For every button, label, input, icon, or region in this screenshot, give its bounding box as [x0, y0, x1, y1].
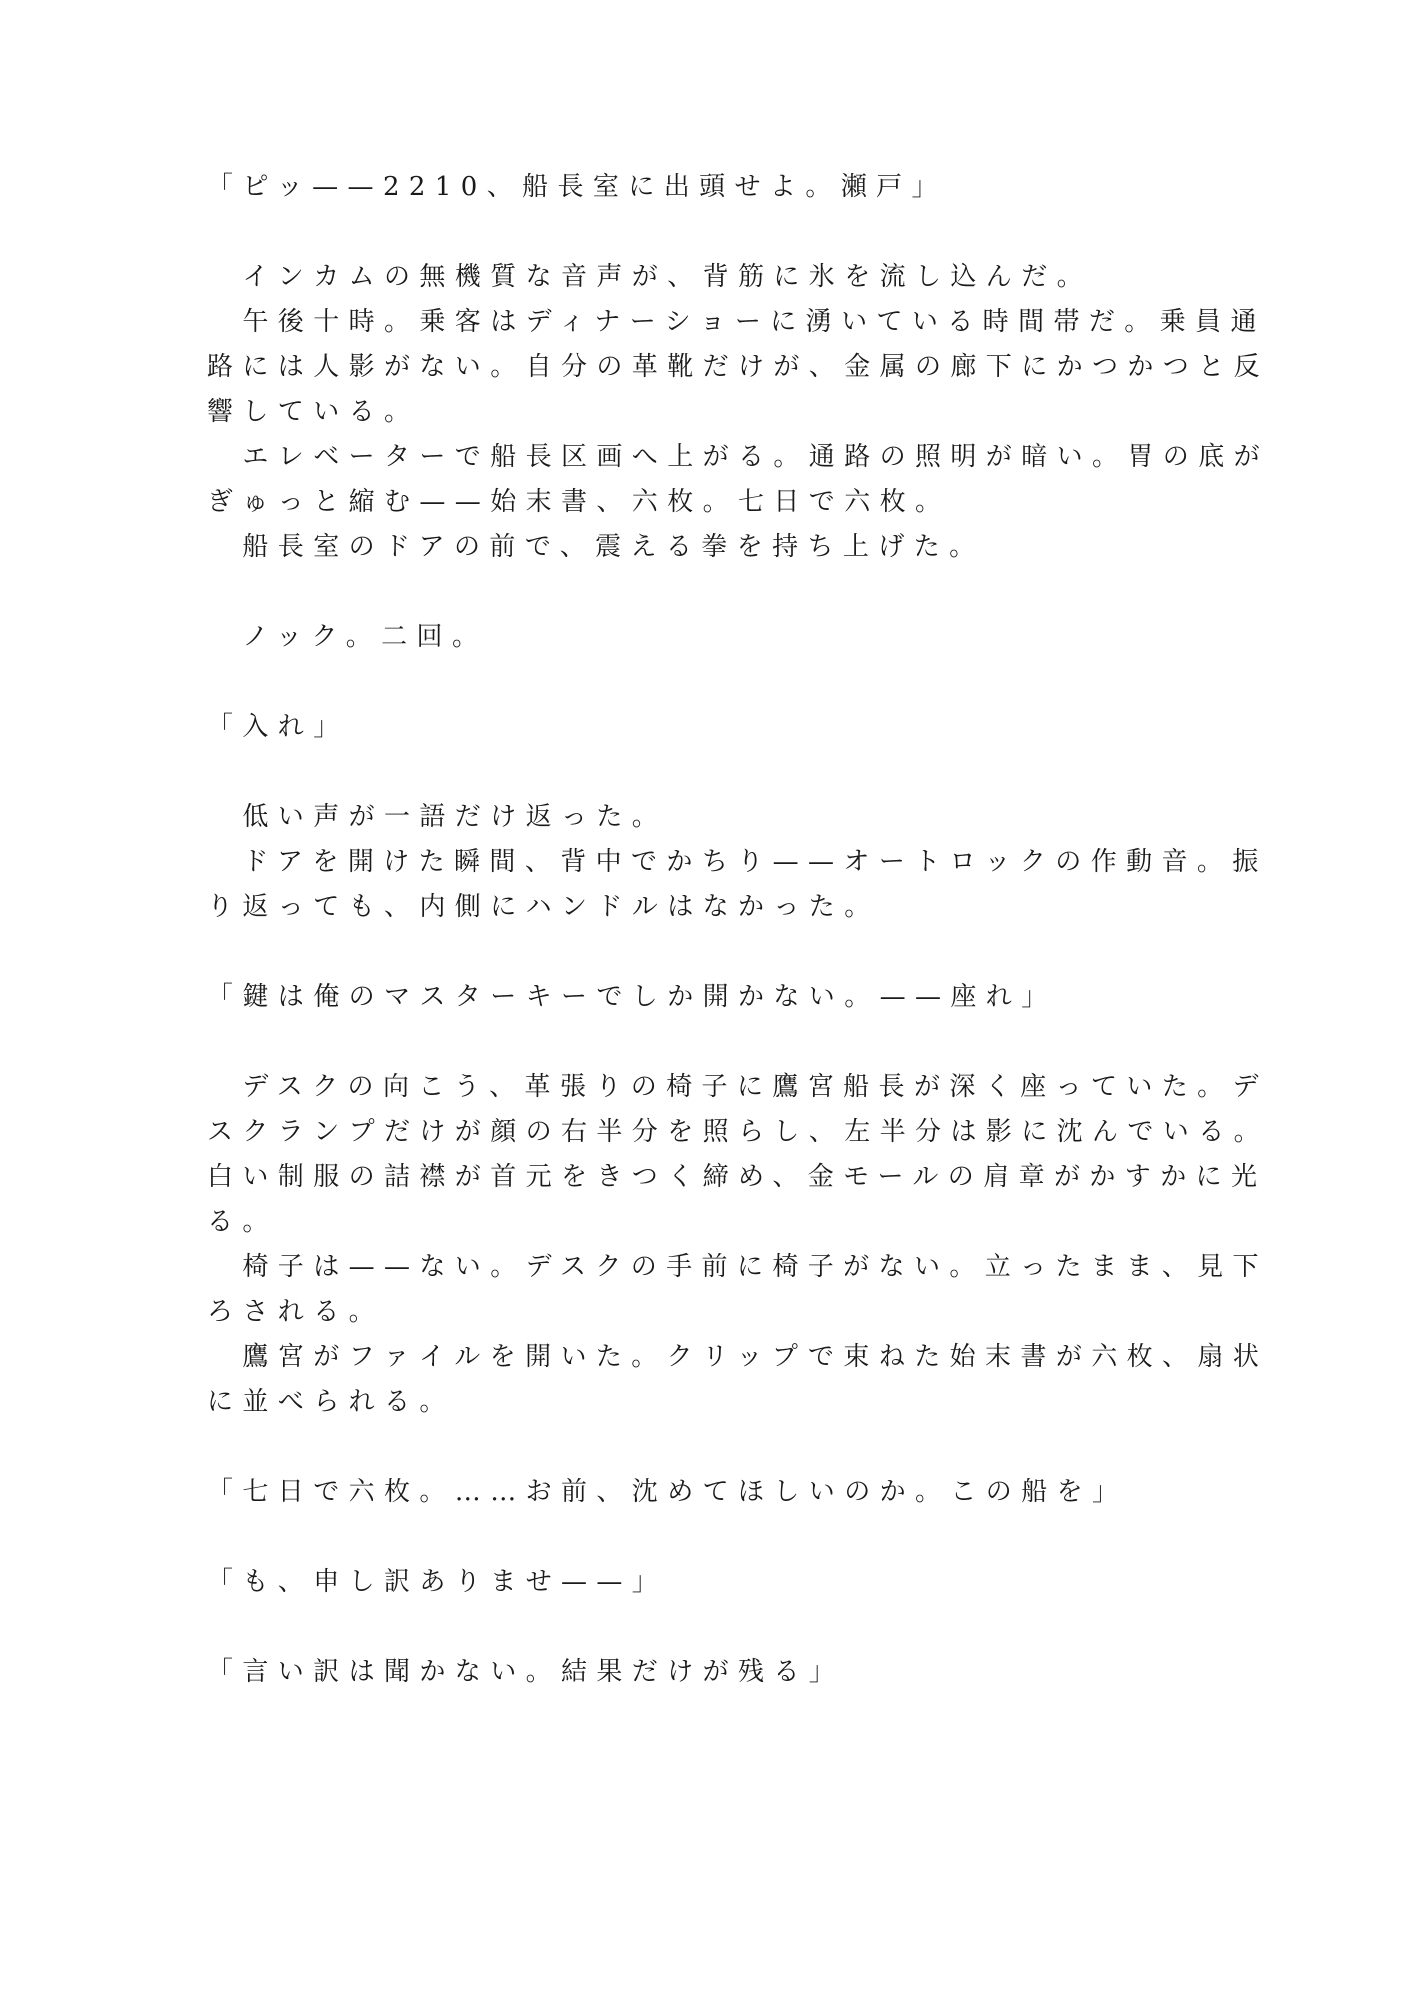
- text-line: 「入れ」: [207, 712, 349, 742]
- text-line: 「ピッ——2210、船長室に出頭せよ。瀬戸」: [207, 172, 947, 202]
- text-line: 「七日で六枚。……お前、沈めてほしいのか。この船を」: [207, 1477, 1128, 1507]
- text-line: 椅子は——ない。デスクの手前に椅子がない。立ったまま、見下: [207, 1252, 1268, 1282]
- text-line: デスクの向こう、革張りの椅子に鷹宮船長が深く座っていた。デ: [207, 1072, 1268, 1102]
- blank-line: [207, 660, 1167, 705]
- text-line: インカムの無機質な音声が、背筋に氷を流し込んだ。: [207, 262, 1093, 292]
- text-line: 路には人影がない。自分の革靴だけが、金属の廊下にかつかつと反: [207, 352, 1270, 382]
- text-line: スクランプだけが顔の右半分を照らし、左半分は影に沈んでいる。: [207, 1117, 1270, 1147]
- blank-line: [207, 210, 1167, 255]
- blank-line: [207, 1425, 1167, 1470]
- text-line: 「も、申し訳ありませ——」: [207, 1567, 668, 1597]
- blank-line: [207, 1515, 1167, 1560]
- blank-line: [207, 1020, 1167, 1065]
- blank-line: [207, 570, 1167, 615]
- text-line: る。: [207, 1207, 278, 1237]
- text-line: ノック。二回。: [207, 622, 488, 652]
- body-text: [207, 165, 1270, 1695]
- blank-line: [207, 930, 1167, 975]
- text-line: り返っても、内側にハンドルはなかった。: [207, 892, 880, 922]
- text-line: ろされる。: [207, 1297, 385, 1327]
- text-line: 「言い訳は聞かない。結果だけが残る」: [207, 1657, 845, 1687]
- text-line: 「鍵は俺のマスターキーでしか開かない。——座れ」: [207, 982, 1057, 1012]
- text-line: 低い声が一語だけ返った。: [207, 802, 668, 832]
- text-line: に並べられる。: [207, 1387, 455, 1417]
- text-line: ドアを開けた瞬間、背中でかちり——オートロックの作動音。振: [207, 847, 1268, 877]
- text-line: エレベーターで船長区画へ上がる。通路の照明が暗い。胃の底が: [207, 442, 1270, 472]
- text-line: 午後十時。乗客はディナーショーに湧いている時間帯だ。乗員通: [207, 307, 1266, 337]
- text-line: 船長室のドアの前で、震える拳を持ち上げた。: [207, 532, 985, 562]
- text-line: ぎゅっと縮む——始末書、六枚。七日で六枚。: [207, 487, 951, 517]
- blank-line: [207, 750, 1167, 795]
- text-line: 白い制服の詰襟が首元をきつく締め、金モールの肩章がかすかに光: [207, 1162, 1267, 1192]
- text-line: 鷹宮がファイルを開いた。クリップで束ねた始末書が六枚、扇状: [207, 1342, 1269, 1372]
- text-line: 響している。: [207, 397, 420, 427]
- blank-line: [207, 1605, 1167, 1650]
